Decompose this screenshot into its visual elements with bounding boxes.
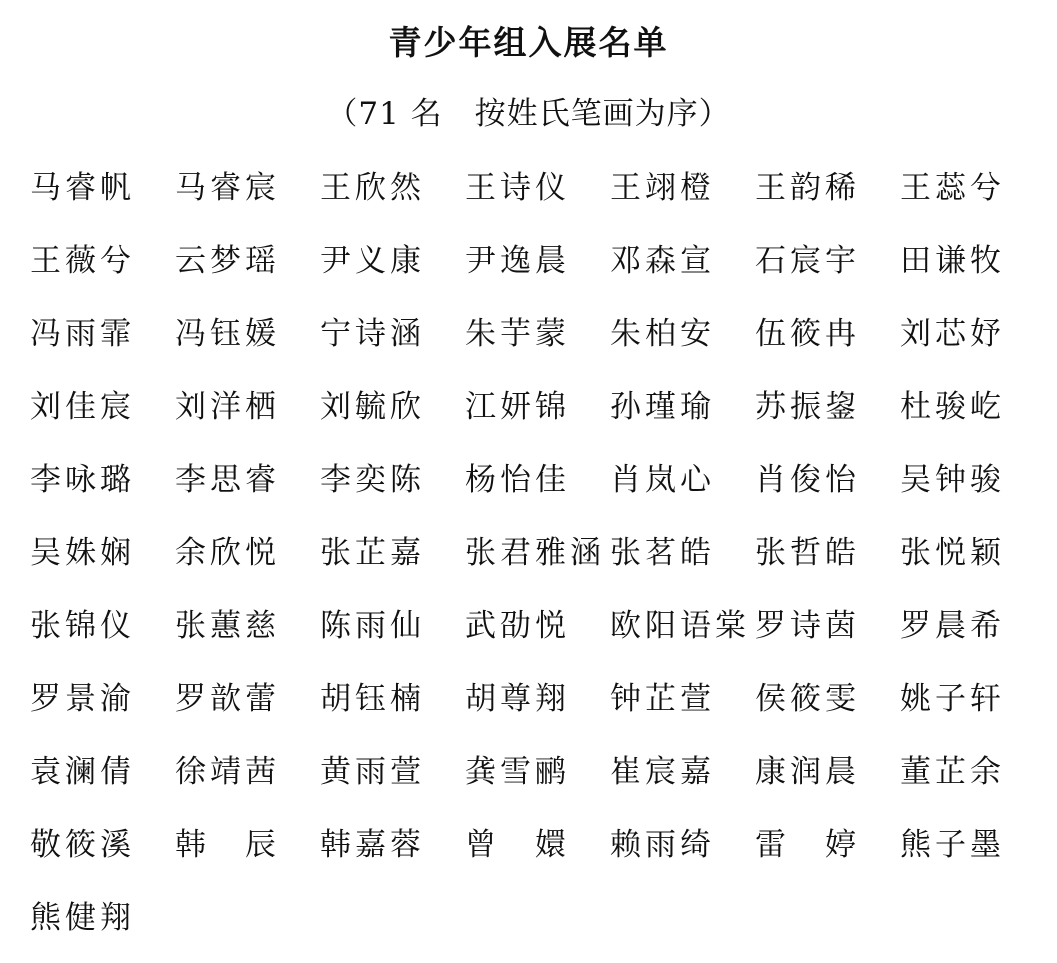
name-entry: 张锦仪 (30, 608, 135, 644)
name-entry: 刘佳宸 (30, 389, 135, 425)
name-entry: 马睿宸 (175, 170, 280, 206)
name-entry: 吴姝娴 (30, 535, 135, 571)
name-entry: 李奕陈 (320, 462, 425, 498)
name-entry: 石宸宇 (755, 243, 860, 279)
name-entry: 胡钰楠 (320, 681, 425, 717)
name-entry: 董芷余 (900, 754, 1005, 790)
name-entry: 云梦瑶 (175, 243, 280, 279)
name-entry: 王欣然 (320, 170, 425, 206)
name-entry: 熊子墨 (900, 827, 1005, 863)
name-entry: 刘洋栖 (175, 389, 280, 425)
name-entry: 康润晨 (755, 754, 860, 790)
name-entry: 赖雨绮 (610, 827, 715, 863)
name-entry: 宁诗涵 (320, 316, 425, 352)
name-entry: 余欣悦 (175, 535, 280, 571)
name-entry: 陈雨仙 (320, 608, 425, 644)
name-entry: 徐靖茜 (175, 754, 280, 790)
name-entry: 罗歆蕾 (175, 681, 280, 717)
name-entry: 孙瑾瑜 (610, 389, 715, 425)
name-entry: 韩 辰 (175, 827, 280, 863)
name-entry: 李咏璐 (30, 462, 135, 498)
name-entry: 敬筱溪 (30, 827, 135, 863)
name-entry: 冯钰媛 (175, 316, 280, 352)
name-entry: 江妍锦 (465, 389, 570, 425)
name-entry: 王翊橙 (610, 170, 715, 206)
name-entry: 张哲皓 (755, 535, 860, 571)
name-entry: 朱柏安 (610, 316, 715, 352)
document-title: 青少年组入展名单 (388, 23, 669, 62)
name-entry: 张君雅涵 (465, 535, 605, 571)
name-entry: 吴钟骏 (900, 462, 1005, 498)
name-entry: 刘毓欣 (320, 389, 425, 425)
document-subtitle: （71 名 按姓氏笔画为序） (326, 96, 731, 132)
name-entry: 刘芯妤 (900, 316, 1005, 352)
name-entry: 杜骏屹 (900, 389, 1005, 425)
name-entry: 张蕙慈 (175, 608, 280, 644)
name-entry: 王薇兮 (30, 243, 135, 279)
name-entry: 朱芋蒙 (465, 316, 570, 352)
name-entry: 肖岚心 (610, 462, 715, 498)
name-entry: 崔宸嘉 (610, 754, 715, 790)
name-entry: 冯雨霏 (30, 316, 135, 352)
name-entry: 田谦牧 (900, 243, 1005, 279)
name-entry: 杨怡佳 (465, 462, 570, 498)
name-entry: 龚雪鹂 (465, 754, 570, 790)
name-entry: 张茗皓 (610, 535, 715, 571)
name-entry: 钟芷萱 (610, 681, 715, 717)
name-entry: 罗景渝 (30, 681, 135, 717)
name-entry: 王韵稀 (755, 170, 860, 206)
name-entry: 武劭悦 (465, 608, 570, 644)
name-list (30, 160, 1050, 963)
name-entry: 袁澜倩 (30, 754, 135, 790)
name-entry: 王蕊兮 (900, 170, 1005, 206)
name-entry: 肖俊怡 (755, 462, 860, 498)
name-entry: 尹义康 (320, 243, 425, 279)
name-entry: 王诗仪 (465, 170, 570, 206)
name-entry: 苏振鋆 (755, 389, 860, 425)
name-entry: 邓森宣 (610, 243, 715, 279)
name-entry: 韩嘉蓉 (320, 827, 425, 863)
name-entry: 罗晨希 (900, 608, 1005, 644)
name-entry: 马睿帆 (30, 170, 135, 206)
name-entry: 熊健翔 (30, 900, 135, 936)
name-entry: 雷 婷 (755, 827, 860, 863)
name-entry: 胡尊翔 (465, 681, 570, 717)
name-entry: 黄雨萱 (320, 754, 425, 790)
name-entry: 侯筱雯 (755, 681, 860, 717)
name-entry: 曾 嬛 (465, 827, 570, 863)
name-entry: 李思睿 (175, 462, 280, 498)
name-entry: 欧阳语棠 (610, 608, 750, 644)
name-entry: 张悦颖 (900, 535, 1005, 571)
name-entry: 尹逸晨 (465, 243, 570, 279)
name-entry: 罗诗茵 (755, 608, 860, 644)
name-entry: 张芷嘉 (320, 535, 425, 571)
name-entry: 伍筱冉 (755, 316, 860, 352)
name-entry: 姚子轩 (900, 681, 1005, 717)
